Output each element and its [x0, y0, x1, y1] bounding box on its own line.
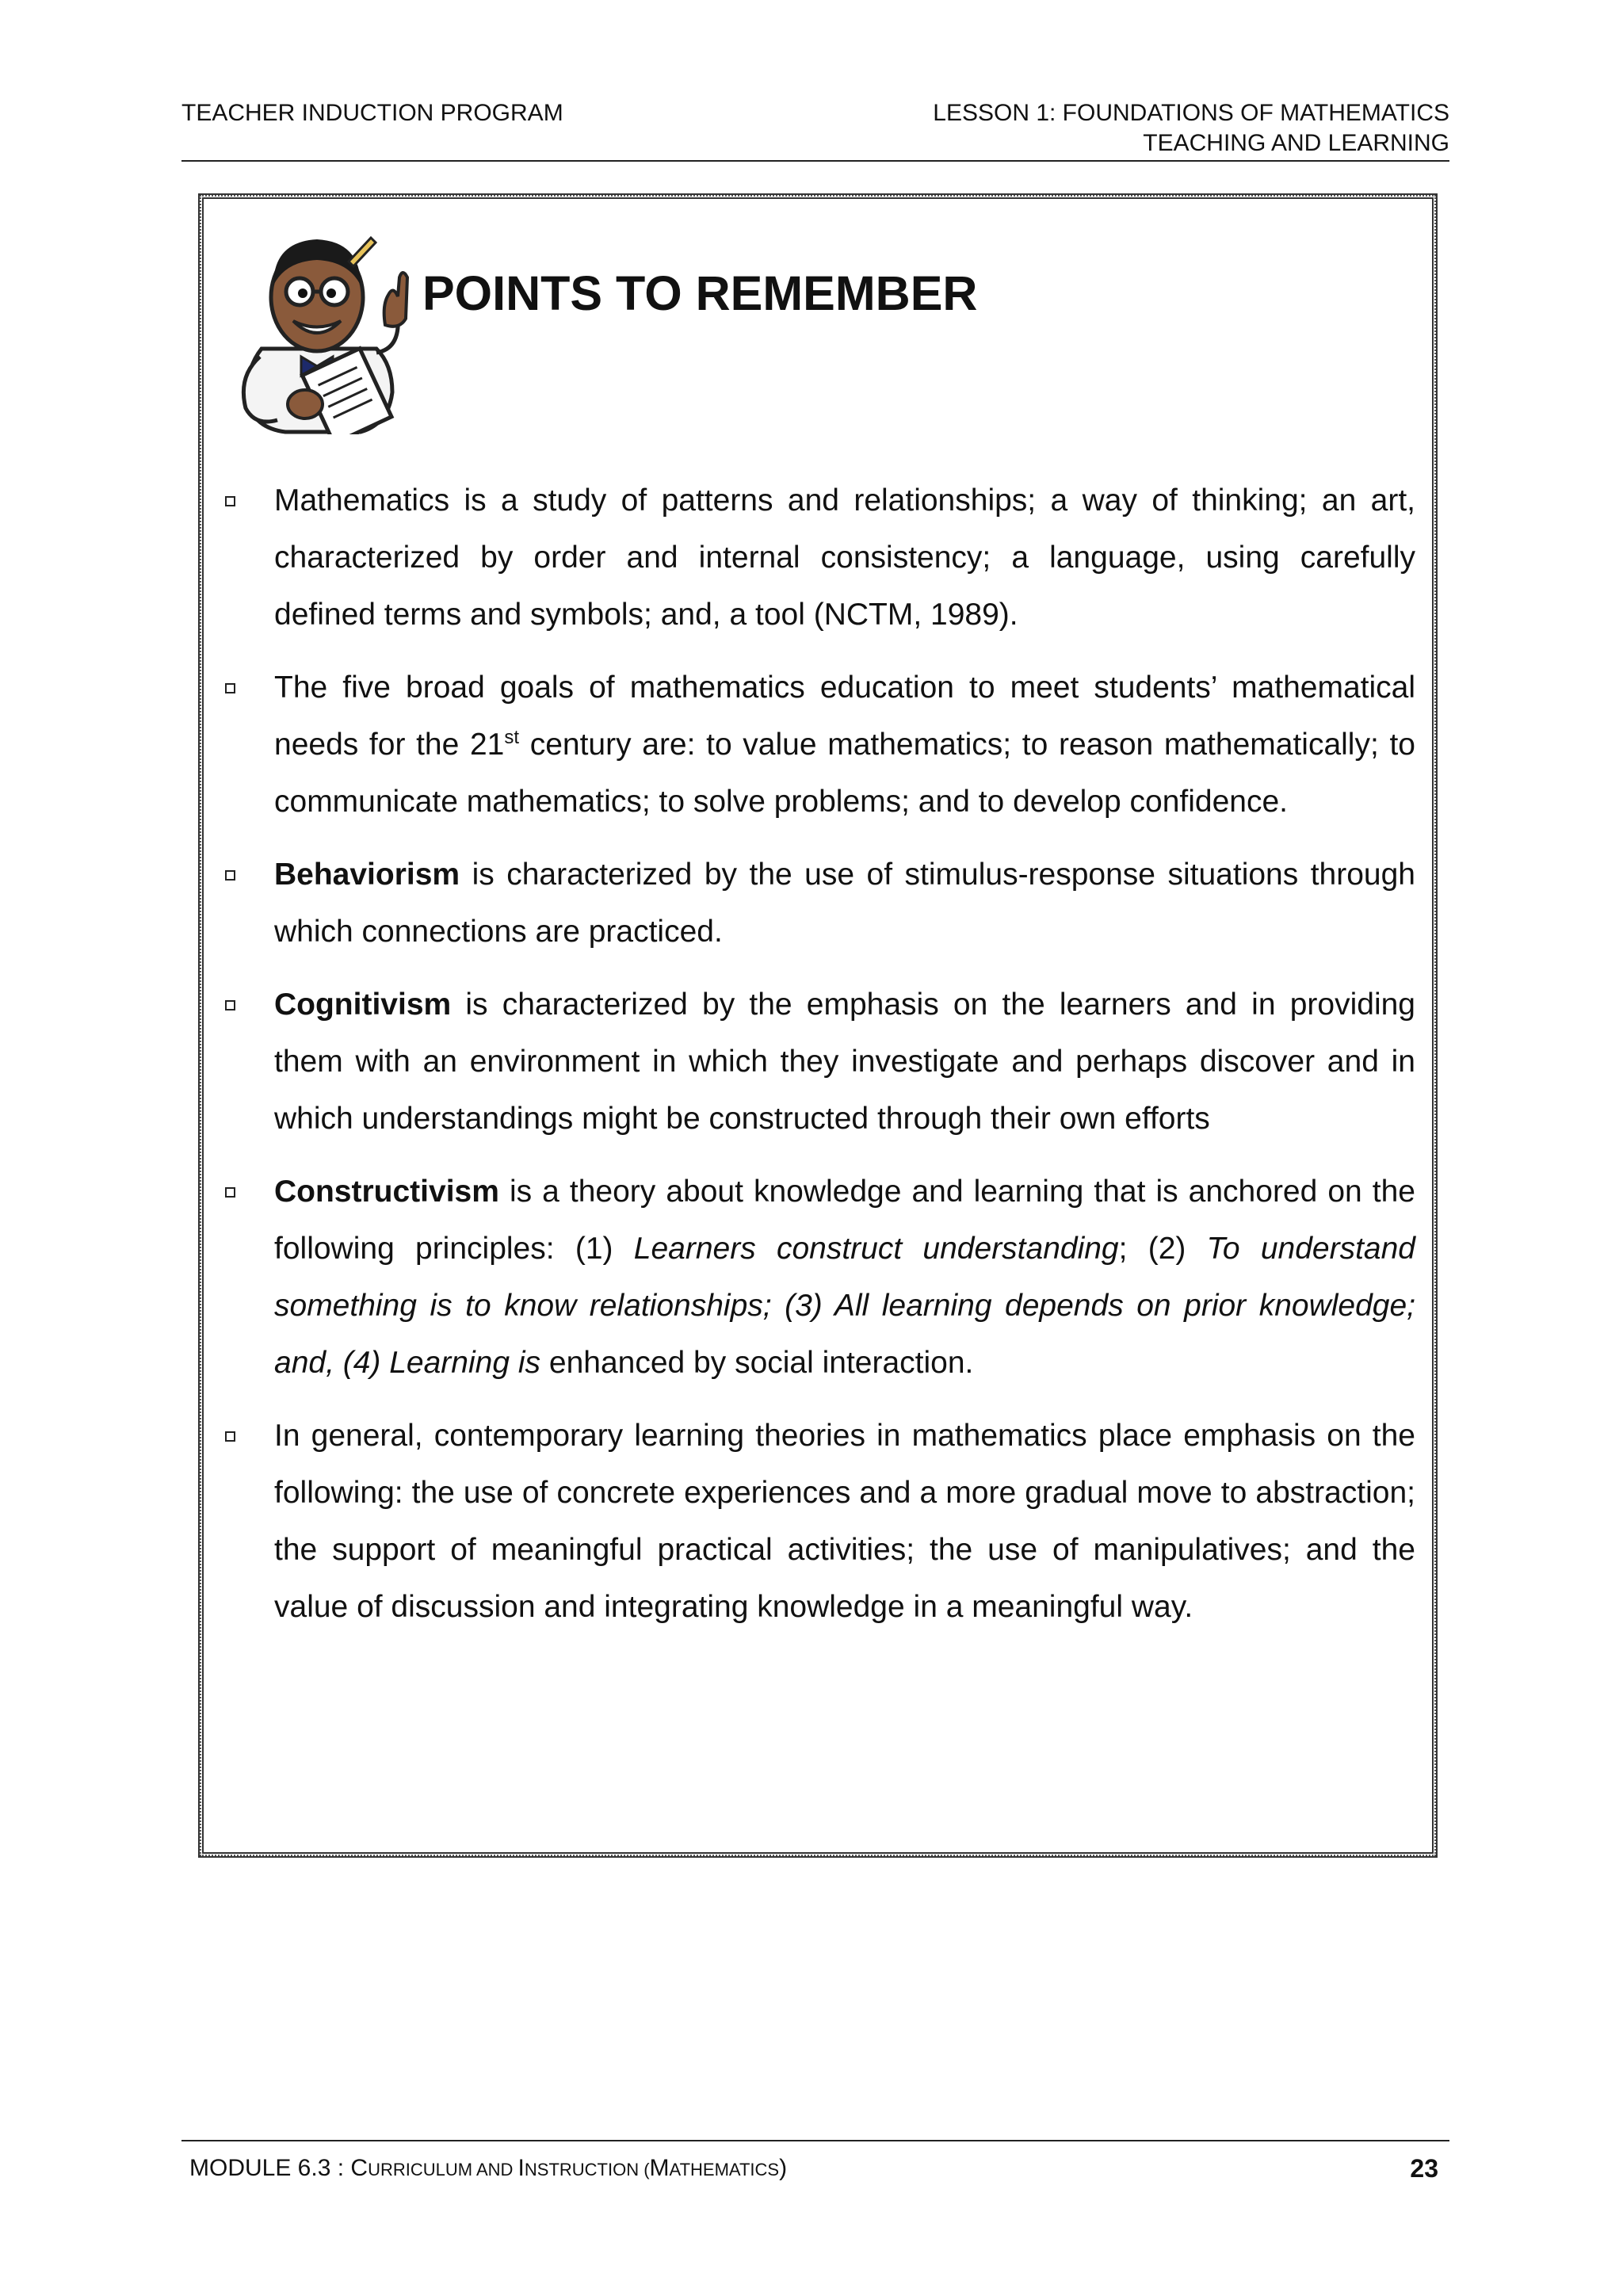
footer-cap: M [649, 2155, 670, 2181]
point-text: Mathematics is a study of patterns and relationships; a way of thinking; an art, characterized by order and internal consistency; a language, using carefully defined terms and symbols; and, a tool (NCTM, 1989). [274, 483, 1415, 632]
page-header [181, 98, 1449, 162]
point-text: is characterized by the use of stimulus-response situations through which connections are practiced. [274, 858, 1415, 949]
point-text-continued: century are: to value mathematics; to reason mathematically; to communicate mathematics; to solve problems; and to develop confidence. [274, 728, 1415, 819]
box-title: POINTS TO REMEMBER [422, 266, 978, 320]
footer-smallcaps: ATHEMATICS [669, 2160, 780, 2179]
footer-smallcaps: NSTRUCTION ( [524, 2160, 650, 2179]
point-text: is a theory about knowledge and learning that is anchored on the following principles: (1) [274, 1175, 1415, 1266]
point-term: Constructivism [274, 1175, 499, 1209]
header-lesson-line1: LESSON 1: FOUNDATIONS OF MATHEMATICS [933, 100, 1449, 126]
list-item [223, 846, 1415, 961]
header-lesson-line2: TEACHING AND LEARNING [1143, 130, 1449, 156]
point-text: The five broad goals of mathematics education to meet students’ mathematical needs for the 21 [274, 670, 1415, 762]
point-italic: To understand something is to know relationships; (3) All learning depends on prior knowledge; and, (4) Learning is [274, 1232, 1415, 1380]
checkbox-bullet-icon [225, 1187, 235, 1198]
points-list [223, 472, 1415, 1652]
footer-cap: ) [779, 2155, 788, 2181]
footer-cap: C [350, 2155, 369, 2181]
header-lesson [933, 98, 1449, 159]
point-term: Behaviorism [274, 858, 460, 892]
point-text: In general, contemporary learning theories in mathematics place emphasis on the following: the use of concrete experiences and a more gradual move to abstraction; the support of meaningful practical activities; the use of manipulatives; and the value of discussion and integrating knowledge in a meaningful way. [274, 1419, 1415, 1624]
point-text: ; (2) [1118, 1232, 1207, 1266]
point-text: is characterized by the emphasis on the learners and in providing them with an environment in which they investigate and perhaps discover and in which understandings might be constructed through their own efforts [274, 988, 1415, 1136]
checkbox-bullet-icon [225, 1431, 235, 1442]
checkbox-bullet-icon [225, 1000, 235, 1010]
point-superscript: st [504, 727, 520, 748]
checkbox-bullet-icon [225, 870, 235, 881]
checkbox-bullet-icon [225, 683, 235, 693]
checkbox-bullet-icon [225, 496, 235, 506]
footer-module-number: MODULE 6.3 : [189, 2155, 345, 2181]
page-footer [181, 2140, 1449, 2183]
header-program: TEACHER INDUCTION PROGRAM [181, 100, 563, 126]
footer-smallcaps: URRICULUM AND [368, 2160, 518, 2179]
list-item [223, 1163, 1415, 1392]
page-number: 23 [1410, 2154, 1438, 2183]
footer-cap: I [517, 2155, 525, 2181]
list-item [223, 1408, 1415, 1636]
point-term: Cognitivism [274, 988, 452, 1022]
teacher-with-clipboard-icon [230, 230, 412, 434]
list-item [223, 976, 1415, 1148]
list-item [223, 659, 1415, 831]
point-italic: Learners construct understanding [633, 1232, 1119, 1266]
list-item [223, 472, 1415, 644]
footer-module [189, 2153, 787, 2186]
point-text: enhanced by social interaction. [540, 1346, 974, 1380]
